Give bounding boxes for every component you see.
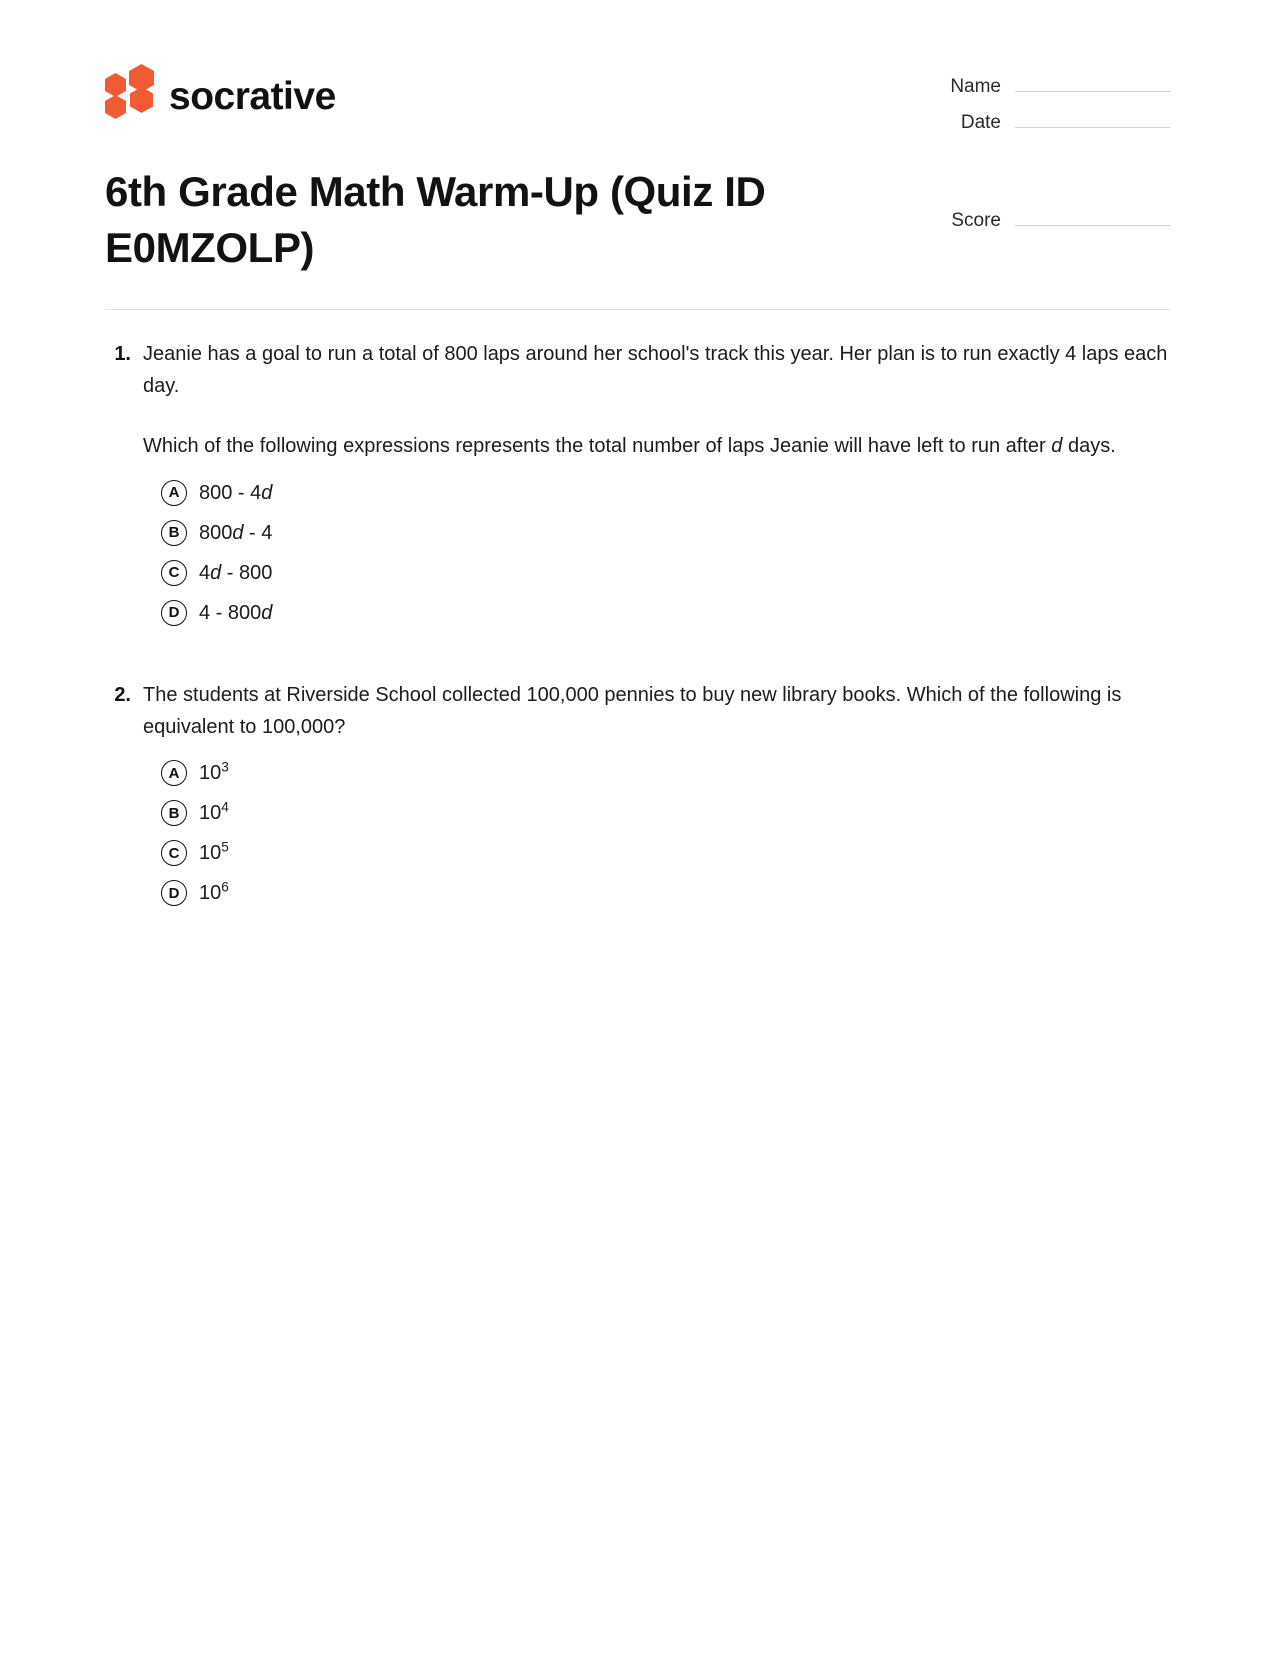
option-label: 800d - 4 <box>199 521 273 544</box>
answer-option-d[interactable] <box>105 879 1170 907</box>
name-field-row <box>925 74 1170 98</box>
title-block <box>0 146 1275 277</box>
answer-option-c[interactable] <box>105 839 1170 867</box>
hexagon-logo-icon <box>105 70 155 122</box>
name-input-line[interactable] <box>1015 74 1170 92</box>
option-label: 4 - 800d <box>199 601 273 624</box>
question-head <box>105 338 1170 463</box>
date-field-row <box>925 110 1170 134</box>
option-bubble-icon[interactable]: B <box>161 520 187 546</box>
question-head <box>105 679 1170 744</box>
score-label: Score <box>951 210 1001 231</box>
brand-name: socrative <box>169 74 336 118</box>
answer-option-a[interactable] <box>105 759 1170 787</box>
question-text <box>143 338 1170 463</box>
page-header <box>0 0 1275 146</box>
answer-option-d[interactable] <box>105 599 1170 627</box>
score-field-row <box>925 208 1170 232</box>
option-bubble-icon[interactable]: A <box>161 480 187 506</box>
option-label: $10^4$ <box>199 799 229 825</box>
option-label: $10^5$ <box>199 839 229 865</box>
option-label: 4d - 800 <box>199 561 273 584</box>
option-bubble-icon[interactable]: C <box>161 560 187 586</box>
name-label: Name <box>950 76 1001 97</box>
option-bubble-icon[interactable]: A <box>161 760 187 786</box>
option-label: 800 - 4d <box>199 481 273 504</box>
answer-options <box>105 479 1170 627</box>
option-bubble-icon[interactable]: D <box>161 880 187 906</box>
answer-option-b[interactable] <box>105 799 1170 827</box>
question-text <box>143 679 1170 744</box>
score-field-wrap <box>925 164 1170 244</box>
hexagon-shape <box>130 87 153 113</box>
option-bubble-icon[interactable]: C <box>161 840 187 866</box>
question-paragraph: The students at Riverside School collected 100,000 pennies to buy new library books. Which of the following is equivalent to 100,000? <box>143 683 1122 739</box>
page-title: 6th Grade Math Warm-Up (Quiz ID E0MZOLP) <box>105 168 766 272</box>
answer-option-b[interactable] <box>105 519 1170 547</box>
answer-option-c[interactable] <box>105 559 1170 587</box>
hexagon-shape <box>105 95 126 119</box>
date-input-line[interactable] <box>1015 110 1170 128</box>
question-paragraph: Which of the following expressions represents the total number of laps Jeanie will have left to run after d days. <box>143 435 1116 458</box>
question-item <box>105 338 1170 627</box>
answer-option-a[interactable] <box>105 479 1170 507</box>
question-number: 2. <box>114 683 131 706</box>
question-number: 1. <box>114 342 131 365</box>
hexagon-shape <box>105 73 126 97</box>
student-info-fields <box>925 62 1170 146</box>
option-label: $10^3$ <box>199 759 229 785</box>
question-item <box>105 679 1170 908</box>
questions-list <box>0 310 1275 908</box>
socrative-logo <box>105 62 336 122</box>
date-label: Date <box>960 112 1001 133</box>
option-bubble-icon[interactable]: B <box>161 800 187 826</box>
option-bubble-icon[interactable]: D <box>161 600 187 626</box>
option-label: $10^6$ <box>199 879 229 905</box>
score-input-line[interactable] <box>1015 208 1170 226</box>
answer-options <box>105 759 1170 907</box>
question-paragraph: Jeanie has a goal to run a total of 800 laps around her school's track this year. Her plan is to run exactly 4 laps each day. <box>143 342 1168 397</box>
